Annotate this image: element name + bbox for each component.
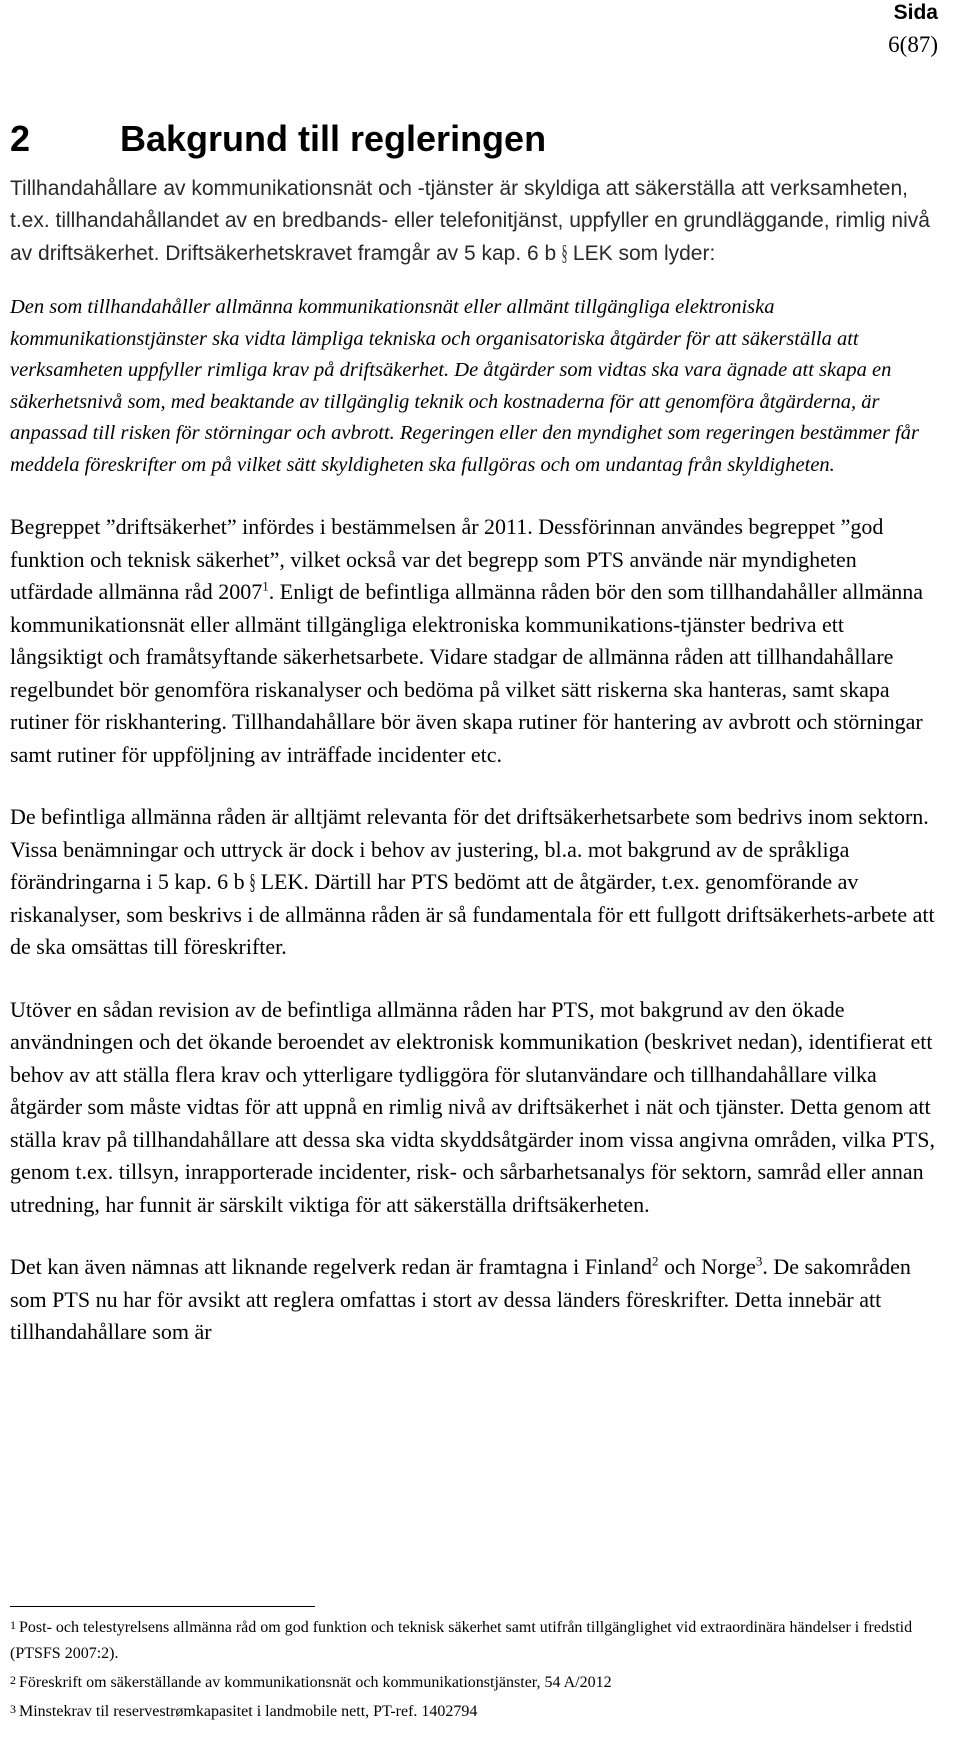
paragraph-1-text-end: . Enligt de befintliga allmänna råden bör den som tillhandahåller allmänna kommunikationsnät eller allmänt tillgängliga elektroniska kommunikations-tjänster bedriva ett långsiktigt och framåtsyftande säkerhetsarbete. Vidare stadgar de allmänna råden att tillhandahållare regelbundet bör genomföra riskanalyser och bedöma på vilket sätt riskerna ska hanteras, samt skapa rutiner för riskhantering. Tillhandahållare bör även skapa rutiner för hantering av avbrott och störningar samt rutiner för uppföljning av inträffade incidenter etc. [10, 579, 924, 767]
footnotes [10, 1612, 940, 1725]
footnote-1 [10, 1612, 940, 1667]
page-number: 6(87) [888, 32, 938, 57]
footnote-text: Föreskrift om säkerställande av kommunikationsnät och kommunikationstjänster, 54 A/2012 [19, 1674, 612, 1691]
page-label: Sida [893, 1, 938, 24]
section-number: 2 [10, 118, 31, 159]
footnote-mark: 1 [10, 1618, 16, 1632]
paragraph-4-text-mid: och Norge [658, 1254, 756, 1279]
section-title: Bakgrund till regleringen [120, 118, 547, 159]
paragraph-2-text: De befintliga allmänna råden är alltjämt relevanta för det driftsäkerhetsarbete som bedrivs inom sektorn. Vissa benämningar och uttryck är dock i behov av justering, bl.a. mot bakgrund av de språkliga förändringarna i 5 kap. 6 b [10, 804, 929, 894]
footnote-mark: 2 [10, 1673, 16, 1687]
footnote-text: Minstekrav til reservestrømkapasitet i landmobile nett, PT-ref. 1402794 [19, 1703, 478, 1720]
footnote-ref-2[interactable]: 2 [652, 1253, 659, 1269]
section-sign: § [249, 869, 256, 894]
footnote-3 [10, 1696, 940, 1725]
paragraph-4-text: Det kan även nämnas att liknande regelverk redan är framtagna i Finland [10, 1254, 653, 1279]
paragraph-4-text-end: . De sakområden som PTS nu har för avsikt att reglera omfattas i stort av dessa länders föreskrifter. Detta innebär att tillhandahållare som är [10, 1254, 911, 1344]
intro-text: Tillhandahållare av kommunikationsnät och -tjänster är skyldiga att säkerställa att verksamheten, t.ex. tillhandahållandet av en bredbands- eller telefonitjänst, uppfyller en grundläggande, rimlig nivå av driftsäkerhet. Driftsäkerhetskravet framgår av 5 kap. 6 b [10, 177, 930, 265]
footnote-text: Post- och telestyrelsens allmänna råd om god funktion och teknisk säkerhet samt utifrån tillgänglighet vid extraordinära händelser i fredstid (PTSFS 2007:2). [10, 1619, 913, 1662]
paragraph-2 [10, 801, 940, 964]
footnote-ref-3[interactable]: 3 [755, 1253, 763, 1269]
page-header [888, 0, 938, 60]
paragraph-2-text-end: LEK. Därtill har PTS bedömt att de åtgärder, t.ex. genomförande av riskanalyser, som beskrivs i de allmänna råden är så fundamentala för ett fullgott driftsäkerhets-arbete att de ska omsättas till föreskrifter. [10, 869, 935, 959]
paragraph-1 [10, 511, 940, 771]
document-body [10, 113, 940, 1349]
legal-quote: Den som tillhandahåller allmänna kommunikationsnät eller allmänt tillgängliga elektroniska kommunikationstjänster ska vidta lämpliga tekniska och organisatoriska åtgärder för att säkerställa att verksamheten uppfyller rimliga krav på driftsäkerhet. De åtgärder som vidtas ska vara ägnade att skapa en säkerhetsnivå som, med beaktande av tillgänglig teknik och kostnaderna för att genomföra åtgärderna, är anpassad till risken för störningar och avbrott. Regeringen eller den myndighet som regeringen bestämmer får meddela föreskrifter om på vilket sätt skyldigheten ska fullgöras och om undantag från skyldigheten. [10, 296, 919, 476]
footnote-ref-1[interactable]: 1 [262, 578, 269, 594]
footnote-divider [10, 1606, 315, 1607]
intro-paragraph [10, 173, 940, 270]
footnote-2 [10, 1667, 940, 1696]
intro-text-end: LEK som lyder: [567, 242, 716, 265]
section-heading [10, 113, 940, 165]
footnote-mark: 3 [10, 1702, 16, 1716]
paragraph-1-text: Begreppet ”driftsäkerhet” infördes i bestämmelsen år 2011. Dessförinnan användes begreppet ”god funktion och teknisk säkerhet”, vilket också var det begrepp som PTS använde när myndigheten utfärdade allmänna råd 2007 [10, 514, 884, 604]
paragraph-3: Utöver en sådan revision av de befintliga allmänna råden har PTS, mot bakgrund av den ökade användningen och det ökande beroendet av elektronisk kommunikation (beskrivet nedan), identifierat ett behov av att ställa flera krav och ytterligare tydliggöra för slutanvändare och tillhandahållare vilka åtgärder som måste vidtas för att uppnå en rimlig nivå av driftsäkerhet i nät och tjänster. Detta genom att ställa krav på tillhandahållare att dessa ska vidta skyddsåtgärder inom vissa angivna områden, vilka PTS, genom t.ex. tillsyn, inrapporterade incidenter, risk- och sårbarhetsanalys för sektorn, samråd eller annan utredning, har funnit är särskilt viktiga för att säkerställa driftsäkerheten. [10, 996, 935, 1217]
section-sign: § [561, 240, 568, 265]
paragraph-4 [10, 1251, 940, 1349]
